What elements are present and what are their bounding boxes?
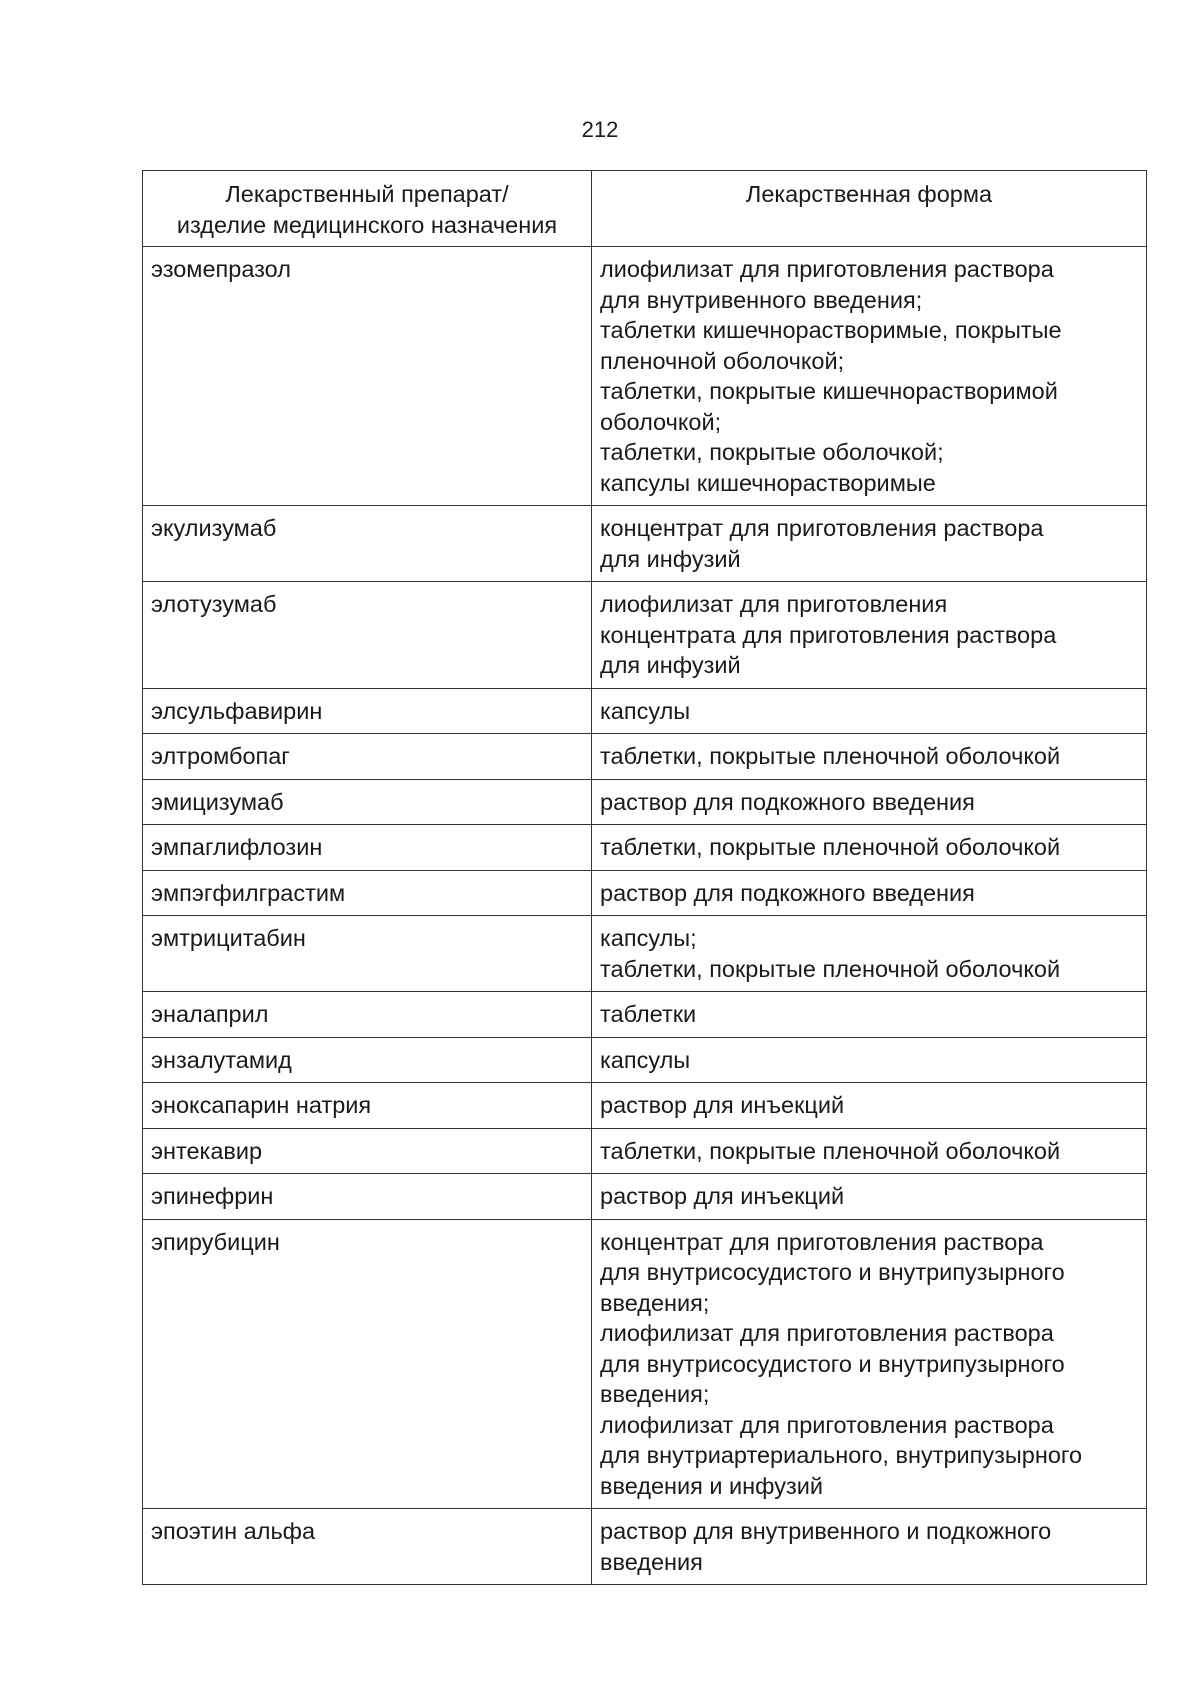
drug-name-cell: эмпэгфилграстим xyxy=(143,870,592,916)
header-drug-name: Лекарственный препарат/ изделие медицинского назначения xyxy=(143,171,592,247)
table-header-row xyxy=(143,171,1147,247)
table-row xyxy=(143,506,1147,582)
table-row xyxy=(143,779,1147,825)
table-row xyxy=(143,688,1147,734)
page-number: 212 xyxy=(581,117,619,142)
dosage-form-cell: капсулы; таблетки, покрытые пленочной оболочкой xyxy=(592,916,1147,992)
dosage-form-cell: раствор для внутривенного и подкожного введения xyxy=(592,1509,1147,1585)
drug-name-cell: эпоэтин альфа xyxy=(143,1509,592,1585)
drug-name-cell: эмицизумаб xyxy=(143,779,592,825)
dosage-form-cell: лиофилизат для приготовления раствора для внутривенного введения; таблетки кишечнорастворимые, покрытые пленочной оболочкой; таблетки, покрытые кишечнорастворимой оболочкой; таблетки, покрытые оболочкой; капсулы кишечнорастворимые xyxy=(592,247,1147,506)
dosage-form-cell: таблетки, покрытые пленочной оболочкой xyxy=(592,825,1147,871)
drug-name-cell: энтекавир xyxy=(143,1128,592,1174)
dosage-form-cell: концентрат для приготовления раствора для инфузий xyxy=(592,506,1147,582)
table-row xyxy=(143,582,1147,689)
dosage-form-cell: концентрат для приготовления раствора для внутрисосудистого и внутрипузырного введения; лиофилизат для приготовления раствора для внутрисосудистого и внутрипузырного введения; лиофилизат для приготовления раствора для внутриартериального, внутрипузырного введения и инфузий xyxy=(592,1219,1147,1509)
dosage-form-cell: таблетки, покрытые пленочной оболочкой xyxy=(592,1128,1147,1174)
drug-name-cell: элотузумаб xyxy=(143,582,592,689)
dosage-form-cell: лиофилизат для приготовления концентрата для приготовления раствора для инфузий xyxy=(592,582,1147,689)
drug-name-cell: эпирубицин xyxy=(143,1219,592,1509)
table-row xyxy=(143,1174,1147,1220)
table-row xyxy=(143,1083,1147,1129)
drug-name-cell: энзалутамид xyxy=(143,1037,592,1083)
dosage-form-cell: капсулы xyxy=(592,688,1147,734)
drug-name-cell: элтромбопаг xyxy=(143,734,592,780)
drug-name-cell: эмпаглифлозин xyxy=(143,825,592,871)
drug-table xyxy=(142,170,1147,1585)
table-row xyxy=(143,992,1147,1038)
table-row xyxy=(143,870,1147,916)
table-row xyxy=(143,1219,1147,1509)
drug-name-cell: эпинефрин xyxy=(143,1174,592,1220)
table-row xyxy=(143,1037,1147,1083)
dosage-form-cell: раствор для инъекций xyxy=(592,1174,1147,1220)
drug-name-cell: экулизумаб xyxy=(143,506,592,582)
table-row xyxy=(143,734,1147,780)
table-row xyxy=(143,247,1147,506)
drug-name-cell: эналаприл xyxy=(143,992,592,1038)
drug-name-cell: эзомепразол xyxy=(143,247,592,506)
table-row xyxy=(143,916,1147,992)
dosage-form-cell: раствор для инъекций xyxy=(592,1083,1147,1129)
dosage-form-cell: раствор для подкожного введения xyxy=(592,870,1147,916)
dosage-form-cell: таблетки xyxy=(592,992,1147,1038)
table-body xyxy=(143,247,1147,1585)
drug-name-cell: элсульфавирин xyxy=(143,688,592,734)
drug-name-cell: эмтрицитабин xyxy=(143,916,592,992)
dosage-form-cell: таблетки, покрытые пленочной оболочкой xyxy=(592,734,1147,780)
drug-name-cell: эноксапарин натрия xyxy=(143,1083,592,1129)
table-row xyxy=(143,1509,1147,1585)
table-row xyxy=(143,1128,1147,1174)
dosage-form-cell: капсулы xyxy=(592,1037,1147,1083)
header-dosage-form: Лекарственная форма xyxy=(592,171,1147,247)
table-row xyxy=(143,825,1147,871)
dosage-form-cell: раствор для подкожного введения xyxy=(592,779,1147,825)
